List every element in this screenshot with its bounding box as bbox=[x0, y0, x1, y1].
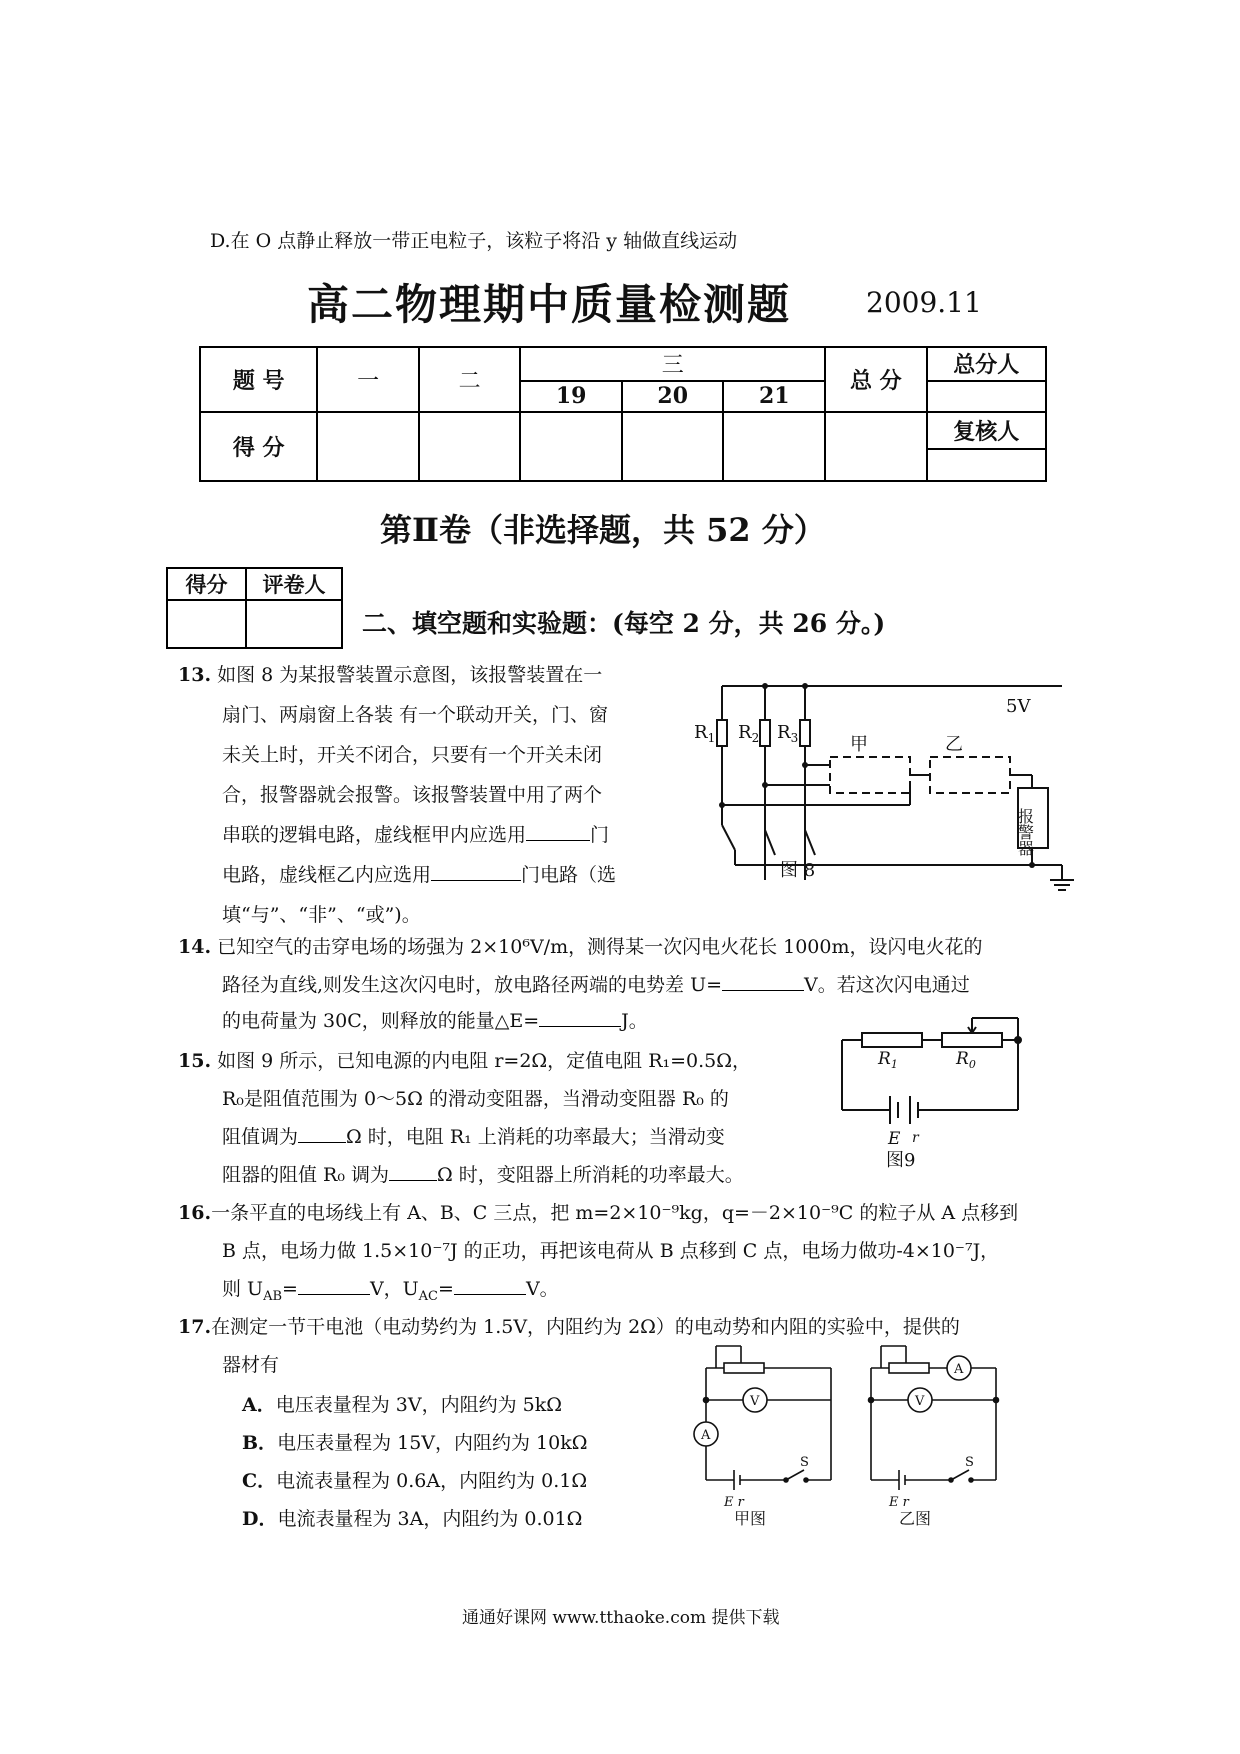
header-part1: 一 bbox=[317, 347, 419, 412]
q14-line2 bbox=[222, 970, 970, 997]
q14-blank-e[interactable] bbox=[539, 1008, 621, 1027]
fig8-jia-label: 甲 bbox=[850, 734, 868, 755]
q16-blank-uab[interactable] bbox=[298, 1276, 370, 1295]
q14-text3a: 的电荷量为 30C，则释放的能量△E= bbox=[222, 1010, 540, 1032]
exam-title: 高二物理期中质量检测题 bbox=[307, 280, 792, 329]
q15-blank-2[interactable] bbox=[389, 1162, 437, 1181]
q17-line2: 器材有 bbox=[222, 1354, 280, 1376]
yi-a-meter-label: A bbox=[954, 1362, 964, 1377]
q13-blank-jia[interactable] bbox=[526, 822, 590, 841]
fig9-e-label: E bbox=[888, 1129, 901, 1149]
q14-blank-u[interactable] bbox=[722, 972, 804, 991]
header-part2: 二 bbox=[419, 347, 521, 412]
section-title: 第Ⅱ卷（非选择题，共 52 分） bbox=[380, 511, 826, 549]
q15-line4 bbox=[222, 1160, 744, 1187]
header-total: 总 分 bbox=[825, 347, 927, 412]
yi-er-label: E r bbox=[889, 1495, 909, 1510]
q14-line3 bbox=[222, 1006, 648, 1033]
fig8-caption: 图 8 bbox=[780, 860, 816, 881]
grader-box bbox=[166, 567, 343, 649]
figure-8-alarm-circuit bbox=[680, 670, 1080, 895]
q15-line3 bbox=[222, 1122, 725, 1149]
q16-text3d: = bbox=[438, 1278, 454, 1300]
q13-text6a: 电路，虚线框乙内应选用 bbox=[222, 864, 432, 886]
q13-text5b: 门 bbox=[590, 824, 610, 846]
q13-line2: 扇门、两扇窗上各装 有一个联动开关，门、窗 bbox=[222, 704, 609, 726]
q17-option-d: D．电流表量程为 3A，内阻约为 0.01Ω bbox=[242, 1508, 583, 1530]
exam-date: 2009.11 bbox=[866, 286, 982, 319]
header-part3: 三 bbox=[520, 347, 825, 381]
q17-text1: 在测定一节干电池（电动势约为 1.5V，内阻约为 2Ω）的电动势和内阻的实验中，提供的 bbox=[211, 1316, 960, 1338]
q15-text4a: 阻器的阻值 R₀ 调为 bbox=[222, 1164, 390, 1186]
footer: 通通好课网 www.tthaoke.com 提供下载 bbox=[462, 1608, 780, 1628]
q14-text2a: 路径为直线,则发生这次闪电时，放电路径两端的电势差 U= bbox=[222, 974, 723, 996]
q16-line1 bbox=[178, 1198, 1018, 1225]
fig9-r-label: r bbox=[912, 1130, 919, 1146]
q14-number: 14. bbox=[178, 936, 212, 958]
header-tihao: 题 号 bbox=[200, 347, 317, 412]
fuheren-cell[interactable] bbox=[927, 449, 1046, 482]
q16-uac-sub: AC bbox=[418, 1288, 439, 1304]
q13-text6b: 门电路（选 bbox=[521, 864, 617, 886]
yi-caption: 乙图 bbox=[899, 1509, 932, 1528]
q16-line3 bbox=[222, 1274, 559, 1304]
grader-score-cell[interactable] bbox=[167, 600, 246, 648]
q15-number: 15. bbox=[178, 1050, 212, 1072]
score-part2-cell[interactable] bbox=[419, 412, 521, 481]
q17-number: 17. bbox=[178, 1316, 212, 1338]
header-fuheren: 复核人 bbox=[927, 412, 1046, 449]
q13-text1: 如图 8 为某报警装置示意图，该报警装置在一 bbox=[217, 664, 603, 686]
jia-v-meter-label: V bbox=[750, 1394, 760, 1409]
q13-number: 13. bbox=[178, 664, 212, 686]
score-total-cell[interactable] bbox=[825, 412, 927, 481]
fig9-r0-label: $R_0$ bbox=[956, 1049, 976, 1071]
circuit-jia bbox=[694, 1346, 831, 1528]
grader-pingjuanren-label: 评卷人 bbox=[246, 568, 342, 600]
q14-text2b: V。若这次闪电通过 bbox=[804, 974, 970, 996]
q16-line2: B 点，电场力做 1.5×10⁻⁷J 的正功，再把该电荷从 B 点移到 C 点，电场力做功-4×10⁻⁷J， bbox=[222, 1240, 1000, 1262]
q16-text3b: = bbox=[282, 1278, 298, 1300]
q15-line2: R₀是阻值范围为 0～5Ω 的滑动变阻器，当滑动变阻器 R₀ 的 bbox=[222, 1088, 729, 1110]
q13-line6 bbox=[222, 860, 616, 887]
q16-text3a: 则 U bbox=[222, 1278, 264, 1300]
row-defen: 得 分 bbox=[200, 412, 317, 481]
q13-text5a: 串联的逻辑电路，虚线框甲内应选用 bbox=[222, 824, 527, 846]
jia-switch-label: S bbox=[800, 1455, 809, 1470]
q14-text1: 已知空气的击穿电场的场强为 2×10⁶V/m，测得某一次闪电火花长 1000m，设闪电火花的 bbox=[217, 936, 983, 958]
score-q20-cell[interactable] bbox=[622, 412, 724, 481]
q15-line1 bbox=[178, 1046, 751, 1073]
q16-number: 16. bbox=[178, 1202, 212, 1224]
q17-option-c: C．电流表量程为 0.6A，内阻约为 0.1Ω bbox=[242, 1470, 588, 1492]
q15-text4b: Ω 时，变阻器上所消耗的功率最大。 bbox=[437, 1164, 744, 1186]
q14-text3b: J。 bbox=[621, 1010, 648, 1032]
fig8-r3-label: $R_3$ bbox=[777, 722, 799, 745]
fig9-r1-label: $R_1$ bbox=[878, 1049, 898, 1071]
q13-line3: 未关上时，开关不闭合，只要有一个开关未闭 bbox=[222, 744, 603, 766]
score-table bbox=[199, 346, 1047, 482]
fig8-5v-label: 5V bbox=[1006, 696, 1031, 717]
q16-blank-uac[interactable] bbox=[454, 1276, 526, 1295]
score-q19-cell[interactable] bbox=[520, 412, 622, 481]
zongfenren-cell[interactable] bbox=[927, 381, 1046, 412]
q16-text3e: V。 bbox=[525, 1278, 559, 1300]
section2-title: 二、填空题和实验题：(每空 2 分，共 26 分。) bbox=[362, 609, 886, 638]
q16-uab-sub: AB bbox=[263, 1288, 283, 1304]
header-zongfenren: 总分人 bbox=[927, 347, 1046, 381]
q13-line7: 填“与”、“非”、“或”)。 bbox=[222, 904, 421, 926]
score-part1-cell[interactable] bbox=[317, 412, 419, 481]
yi-switch-label: S bbox=[965, 1455, 974, 1470]
jia-a-meter-label: A bbox=[701, 1428, 711, 1443]
fig9-caption: 图9 bbox=[886, 1150, 916, 1171]
grader-name-cell[interactable] bbox=[246, 600, 342, 648]
q13-line4: 合，报警器就会报警。该报警装置中用了两个 bbox=[222, 784, 603, 806]
yi-v-meter-label: V bbox=[915, 1394, 925, 1409]
q15-blank-1[interactable] bbox=[298, 1124, 346, 1143]
figure-9-circuit bbox=[832, 1000, 1032, 1175]
grader-defen-label: 得分 bbox=[167, 568, 246, 600]
q15-text3b: Ω 时，电阻 R₁ 上消耗的功率最大；当滑动变 bbox=[346, 1126, 725, 1148]
q16-text3c: V，U bbox=[369, 1278, 419, 1300]
circuit-yi bbox=[869, 1346, 999, 1528]
q17-line1 bbox=[178, 1312, 960, 1339]
figures-17-circuits bbox=[686, 1338, 1086, 1528]
jia-er-label: E r bbox=[724, 1495, 744, 1510]
q14-line1 bbox=[178, 932, 983, 959]
header-q20: 20 bbox=[622, 381, 724, 412]
fig8-yi-label: 乙 bbox=[945, 734, 963, 755]
q17-option-b: B．电压表量程为 15V，内阻约为 10kΩ bbox=[242, 1432, 588, 1454]
score-q21-cell[interactable] bbox=[723, 412, 825, 481]
header-q19: 19 bbox=[520, 381, 622, 412]
q17-option-a: A．电压表量程为 3V，内阻约为 5kΩ bbox=[242, 1394, 562, 1416]
header-q21: 21 bbox=[723, 381, 825, 412]
q15-text3a: 阻值调为 bbox=[222, 1126, 299, 1148]
q16-text1: 一条平直的电场线上有 A、B、C 三点，把 m=2×10⁻⁹kg，q=－2×10⁻⁹C 的粒子从 A 点移到 bbox=[211, 1202, 1019, 1224]
fig8-r1-label: $R_1$ bbox=[694, 722, 716, 745]
carryover-option-d: D.在 O 点静止释放一带正电粒子，该粒子将沿 y 轴做直线运动 bbox=[210, 230, 738, 252]
fig8-alarm-label: 报警器 bbox=[1015, 808, 1035, 856]
q15-text1: 如图 9 所示，已知电源的内电阻 r=2Ω，定值电阻 R₁=0.5Ω， bbox=[217, 1050, 752, 1072]
q13-line5 bbox=[222, 820, 609, 847]
fig8-r2-label: $R_2$ bbox=[738, 722, 760, 745]
jia-caption: 甲图 bbox=[734, 1509, 767, 1528]
q13-line1 bbox=[178, 660, 602, 687]
q13-blank-yi[interactable] bbox=[431, 862, 521, 881]
